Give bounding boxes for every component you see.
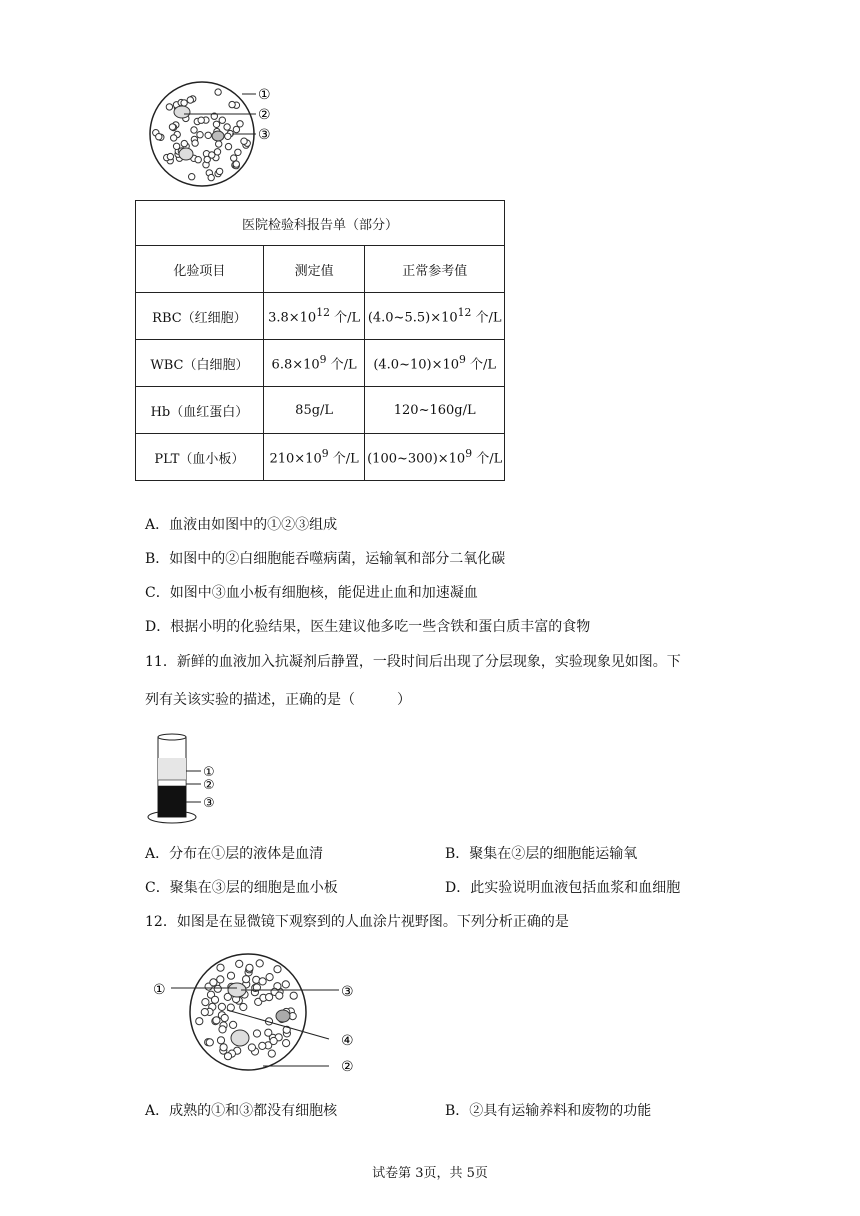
red-blood-cell — [259, 978, 266, 985]
red-blood-cell — [233, 126, 239, 132]
lab-report-table — [135, 200, 505, 481]
red-blood-cell — [268, 1050, 275, 1057]
white-blood-cell — [179, 148, 193, 160]
red-blood-cell — [171, 135, 177, 141]
red-blood-cell — [219, 117, 225, 123]
red-blood-cell — [197, 132, 203, 138]
red-blood-cell — [231, 155, 237, 161]
red-blood-cell — [217, 964, 224, 971]
report-title: 医院检验科报告单（部分） — [136, 201, 505, 246]
figure-label: ② — [341, 1059, 354, 1075]
figure-label: ④ — [341, 1033, 354, 1049]
table-row — [136, 293, 505, 340]
tube-opening — [158, 734, 186, 740]
page-footer: 试卷第 3页，共 5页 — [372, 1166, 488, 1181]
white-blood-cell — [231, 1030, 249, 1046]
red-blood-cell — [214, 985, 221, 992]
value-cell: 85g/L — [263, 387, 365, 434]
q11-option-b: B．聚集在②层的细胞能运输氧 — [445, 846, 638, 862]
figure-label: ③ — [258, 127, 271, 143]
red-blood-cell — [224, 1053, 231, 1060]
reference-cell: $(4.0\sim 10)\times 10^9$ 个/L — [365, 340, 505, 387]
red-blood-cell — [243, 976, 250, 983]
q11-option-d: D．此实验说明血液包括血浆和血细胞 — [445, 880, 681, 896]
figure-label: ① — [258, 87, 271, 103]
q11-stem: 列有关该实验的描述，正确的是（ ） — [145, 692, 411, 708]
blood-smear-figure-1 — [140, 78, 290, 190]
item-cell: PLT（血小板） — [136, 434, 264, 481]
red-blood-cell — [233, 161, 239, 167]
white-blood-cell — [276, 1010, 290, 1022]
red-blood-cell — [215, 89, 221, 95]
red-blood-cell — [216, 168, 222, 174]
column-header: 正常参考值 — [365, 246, 505, 293]
reference-cell: $(100\sim 300)\times 10^9$ 个/L — [365, 434, 505, 481]
column-header: 化验项目 — [136, 246, 264, 293]
red-blood-cell — [202, 999, 209, 1006]
table-row — [136, 387, 505, 434]
figure-label: ① — [203, 765, 215, 780]
red-blood-cell — [189, 174, 195, 180]
q10-option-d: D．根据小明的化验结果，医生建议他多吃一些含铁和蛋白质丰富的食物 — [145, 619, 591, 635]
red-blood-cell — [166, 104, 172, 110]
red-blood-cell — [205, 132, 211, 138]
item-cell: WBC（白细胞） — [136, 340, 264, 387]
red-blood-cell — [246, 964, 253, 971]
table-row — [136, 340, 505, 387]
red-blood-cell — [270, 1037, 277, 1044]
red-blood-cell — [208, 174, 214, 180]
red-blood-cell — [283, 1040, 290, 1047]
red-blood-cell — [192, 140, 198, 146]
red-blood-cell — [229, 101, 235, 107]
red-blood-cell — [225, 143, 231, 149]
red-blood-cell — [240, 1003, 247, 1010]
red-blood-cell — [224, 124, 230, 130]
q12-option-b: B．②具有运输养料和废物的功能 — [445, 1103, 652, 1119]
red-blood-cell — [256, 960, 263, 967]
red-blood-cell — [206, 1039, 213, 1046]
column-header: 测定值 — [263, 246, 365, 293]
red-blood-cell — [210, 979, 217, 986]
red-blood-cell — [220, 1044, 227, 1051]
item-cell: Hb（血红蛋白） — [136, 387, 264, 434]
red-blood-cell — [181, 140, 187, 146]
red-blood-cell — [211, 996, 218, 1003]
red-blood-cell — [237, 121, 243, 127]
red-blood-cell — [217, 976, 224, 983]
q12-option-a: A．成熟的①和③都没有细胞核 — [145, 1103, 338, 1119]
red-blood-cell — [169, 124, 175, 130]
white-cell-layer — [158, 780, 186, 786]
q12-stem: 12．如图是在显微镜下观察到的人血涂片视野图。下列分析正确的是 — [145, 914, 569, 930]
red-blood-cell — [213, 1017, 220, 1024]
q10-option-b: B．如图中的②白细胞能吞噬病菌，运输氧和部分二氧化碳 — [145, 551, 506, 567]
item-cell: RBC（红细胞） — [136, 293, 264, 340]
red-blood-cell — [214, 149, 220, 155]
red-blood-cell — [274, 966, 281, 973]
red-cell-layer — [158, 786, 186, 817]
red-blood-cell — [221, 1014, 228, 1021]
value-cell: $210\times 10^9$ 个/L — [263, 434, 365, 481]
value-cell: $3.8\times 10^{12}$ 个/L — [263, 293, 365, 340]
reference-cell: $(4.0\sim 5.5)\times 10^{12}$ 个/L — [365, 293, 505, 340]
red-blood-cell — [230, 1021, 237, 1028]
red-blood-cell — [225, 133, 231, 139]
q10-option-a: A．血液由如图中的①②③组成 — [145, 517, 338, 533]
red-blood-cell — [204, 156, 210, 162]
red-blood-cell — [236, 960, 243, 967]
red-blood-cell — [187, 97, 193, 103]
red-blood-cell — [248, 1044, 255, 1051]
red-blood-cell — [213, 121, 219, 127]
test-tube-figure — [145, 730, 235, 830]
figure-label: ③ — [203, 796, 215, 811]
red-blood-cell — [196, 1018, 203, 1025]
q10-option-c: C．如图中③血小板有细胞核，能促进止血和加速凝血 — [145, 585, 478, 601]
red-blood-cell — [219, 1026, 226, 1033]
red-blood-cell — [156, 134, 162, 140]
plasma-layer — [158, 758, 186, 780]
q11-option-a: A．分布在①层的液体是血清 — [145, 846, 324, 862]
red-blood-cell — [201, 1009, 208, 1016]
red-blood-cell — [227, 972, 234, 979]
red-blood-cell — [167, 153, 173, 159]
red-blood-cell — [282, 981, 289, 988]
figure-label: ① — [153, 982, 166, 998]
red-blood-cells — [153, 89, 251, 181]
value-cell: $6.8\times 10^9$ 个/L — [263, 340, 365, 387]
red-blood-cell — [217, 1037, 224, 1044]
blood-smear-figure-2 — [145, 950, 365, 1080]
q11-stem: 11．新鲜的血液加入抗凝剂后静置，一段时间后出现了分层现象，实验现象见如图。下 — [145, 654, 681, 670]
figure-label: ② — [258, 107, 271, 123]
figure-label: ③ — [341, 984, 354, 1000]
red-blood-cell — [266, 974, 273, 981]
red-blood-cell — [181, 100, 187, 106]
red-blood-cell — [218, 1003, 225, 1010]
red-blood-cell — [276, 992, 283, 999]
white-blood-cell — [212, 131, 224, 141]
red-blood-cell — [253, 1030, 260, 1037]
q11-option-c: C．聚集在③层的细胞是血小板 — [145, 880, 338, 896]
reference-cell: 120~160g/L — [365, 387, 505, 434]
red-blood-cell — [241, 138, 247, 144]
red-blood-cell — [198, 117, 204, 123]
figure-label: ② — [203, 778, 215, 793]
table-row — [136, 434, 505, 481]
red-blood-cell — [290, 992, 297, 999]
red-blood-cell — [195, 157, 201, 163]
white-blood-cell — [174, 106, 190, 118]
red-blood-cell — [216, 141, 222, 147]
red-blood-cell — [191, 127, 197, 133]
red-blood-cell — [235, 149, 241, 155]
red-blood-cell — [259, 1042, 266, 1049]
